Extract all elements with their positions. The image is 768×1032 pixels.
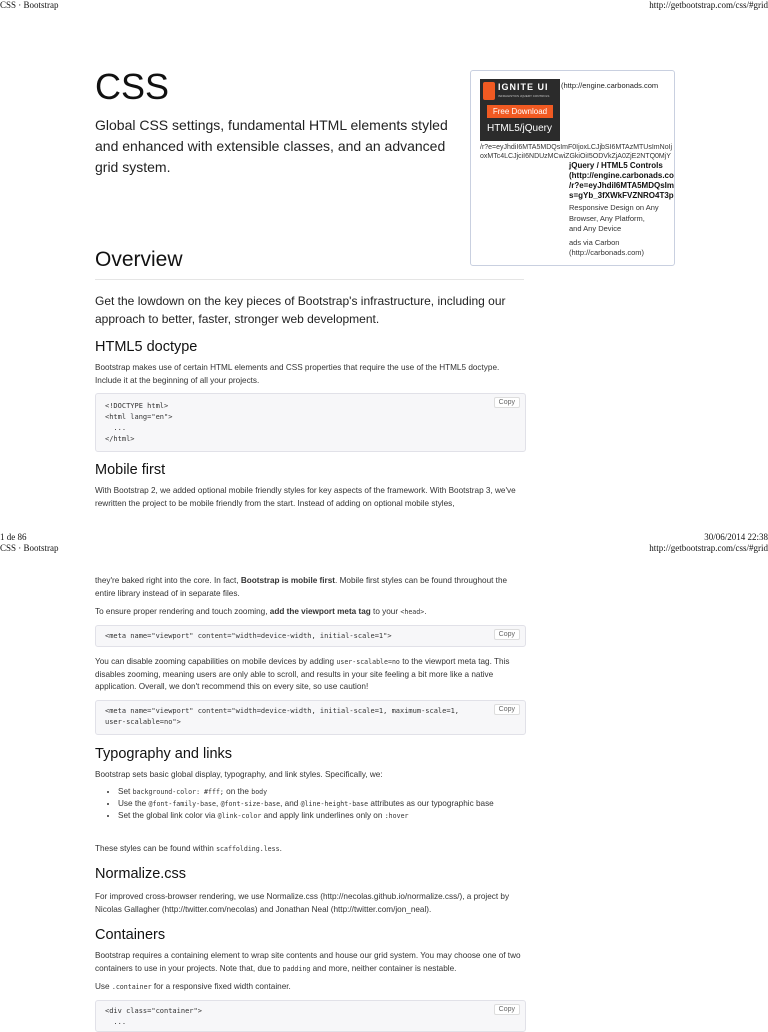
copy-button[interactable]: Copy — [494, 629, 520, 640]
doctype-text: Bootstrap makes use of certain HTML elements and CSS properties that require the use of the HTML5 doctype. Include it at the beginning of all your projects. — [95, 363, 500, 385]
section-title-normalize: Normalize.css — [95, 866, 187, 882]
inline-code: user-scalable=no — [336, 658, 400, 666]
divider — [95, 279, 524, 280]
hero-lead: Global CSS settings, fundamental HTML elements styled and enhanced with extensible classes, and an advanced grid system. — [95, 117, 448, 175]
ad-image-tagline: INFRAGISTICS JQUERY CONTROLS — [498, 94, 550, 98]
typography-footer: These styles can be found within scaffolding.less. — [95, 844, 282, 853]
code-line: </html> — [105, 435, 135, 443]
normalize-text: For improved cross-browser rendering, we use Normalize.css (http://necolas.github.io/normalize.css/), a project by Nicolas Gallagher (http://twitter.com/necolas) and Jonathan Neal (http://twitter.com/jon_neal). — [95, 892, 510, 914]
code-line: <meta name="viewport" content="width=device-width, initial-scale=1, maximum-scale=1, — [105, 707, 460, 715]
ad-tracking-url: /r?e=eyJhdiI6MTA5MDQsImF0IjoxLCJjbSI6MTAzMTUsImNoIjoxMTc4LCJjciI6NDUzMCwiZGkiOiI5ODVkZjA0ZjE2NTQ0MjY — [480, 144, 673, 160]
typography-list — [95, 786, 548, 822]
containers-use-text: Use .container for a responsive fixed width container. — [95, 982, 291, 991]
code-block-doctype — [95, 393, 526, 452]
ad-link-url[interactable]: (http://engine.carbonads.co — [569, 171, 674, 180]
ad-image-link[interactable]: (http://engine.carbonads.com — [561, 81, 659, 90]
code-line: <html lang="en"> — [105, 413, 173, 421]
code-line: <meta name="viewport" content="width=device-width, initial-scale=1"> — [105, 632, 392, 640]
print-footer-page: 1 de 86 — [0, 532, 27, 542]
bold-viewport-meta: add the viewport meta tag — [269, 607, 371, 616]
ad-image-caption: HTML5/jQuery — [487, 123, 553, 134]
print-header-left: CSS · Bootstrap — [0, 0, 59, 10]
viewport-instruction: To ensure proper rendering and touch zooming, add the viewport meta tag to your <head>. — [95, 607, 427, 616]
section-title-overview: Overview — [95, 248, 183, 271]
section-title-containers: Containers — [95, 927, 166, 943]
typography-text: Bootstrap sets basic global display, typography, and link styles. Specifically, we: — [95, 770, 383, 779]
inline-code: scaffolding.less — [216, 845, 280, 853]
ignite-logo-icon — [483, 82, 495, 100]
ad-link-track1: /r?e=eyJhdiI6MTA5MDQsIm — [569, 181, 674, 190]
ad-via-carbon[interactable]: ads via Carbon — [569, 238, 620, 247]
copy-button[interactable]: Copy — [494, 397, 520, 408]
ad-image-brand: IGNITE UI — [498, 82, 549, 92]
bold-mobile-first: Bootstrap is mobile first — [240, 576, 336, 585]
print-header-left: CSS · Bootstrap — [0, 543, 59, 553]
code-line: <div class="container"> — [105, 1007, 202, 1015]
section-title-mobile-first: Mobile first — [95, 462, 166, 478]
mobile-first-text: With Bootstrap 2, we added optional mobile friendly styles for key aspects of the framework. With Bootstrap 3, we've rewritten the project to be mobile friendly from the start. Instead of adding on optional mobile styles, — [95, 486, 516, 508]
code-block-container — [95, 1000, 526, 1032]
print-header-url: http://getbootstrap.com/css/#grid — [649, 0, 768, 10]
section-title-typography: Typography and links — [95, 746, 233, 762]
mobile-first-continued: they're baked right into the core. In fact, Bootstrap is mobile first. Mobile first styles can be found throughout the entire library instead of in separate files. — [95, 576, 508, 598]
inline-code: .container — [111, 983, 152, 991]
ad-link-title[interactable]: jQuery / HTML5 Controls — [569, 161, 663, 170]
page-title: CSS — [95, 66, 170, 107]
ad-link-track2: s=gYb_3fXWkFVZNRO4T3p — [569, 191, 674, 200]
print-footer-date: 30/06/2014 22:38 — [704, 532, 768, 542]
code-line: ... — [105, 1018, 127, 1026]
ad-description: Responsive Design on Any Browser, Any Platform, and Any Device — [569, 203, 659, 233]
print-header-url: http://getbootstrap.com/css/#grid — [649, 543, 768, 553]
carbon-ad — [470, 70, 675, 266]
containers-text: Bootstrap requires a containing element to wrap site contents and house our grid system. You may choose one of two containers to use in your projects. Note that, due to padding and more, neither container is nestable. — [95, 951, 521, 973]
overview-lead: Get the lowdown on the key pieces of Bootstrap's infrastructure, including our approach to better, faster, stronger web development. — [95, 294, 506, 326]
ad-free-download: Free Download — [487, 105, 553, 118]
list-item: • Set background-color: #fff; on the body — [118, 786, 548, 798]
code-block-viewport-no-zoom — [95, 700, 526, 735]
ad-via-url: (http://carbonads.com) — [569, 248, 645, 257]
ad-image[interactable] — [480, 79, 560, 141]
zoom-disable-text: You can disable zooming capabilities on mobile devices by adding user-scalable=no to the viewport meta tag. This disables zooming, meaning users are only able to scroll, and results in your site feeling a bit more like a native application. Overall, we don't recommend this on every site, so use caution! — [95, 657, 510, 691]
inline-code: padding — [282, 964, 311, 973]
copy-button[interactable]: Copy — [494, 704, 520, 715]
code-line: ... — [105, 424, 127, 432]
list-item: • Set the global link color via @link-color and apply link underlines only on :hover — [118, 810, 548, 822]
copy-button[interactable]: Copy — [494, 1004, 520, 1015]
list-item: • Use the @font-family-base, @font-size-base, and @line-height-base attributes as our typographic base — [118, 798, 548, 810]
code-line: <!DOCTYPE html> — [105, 402, 169, 410]
section-title-html5-doctype: HTML5 doctype — [95, 339, 198, 355]
code-line: user-scalable=no"> — [105, 718, 181, 726]
code-block-viewport — [95, 625, 526, 647]
inline-code: <head> — [400, 608, 425, 616]
